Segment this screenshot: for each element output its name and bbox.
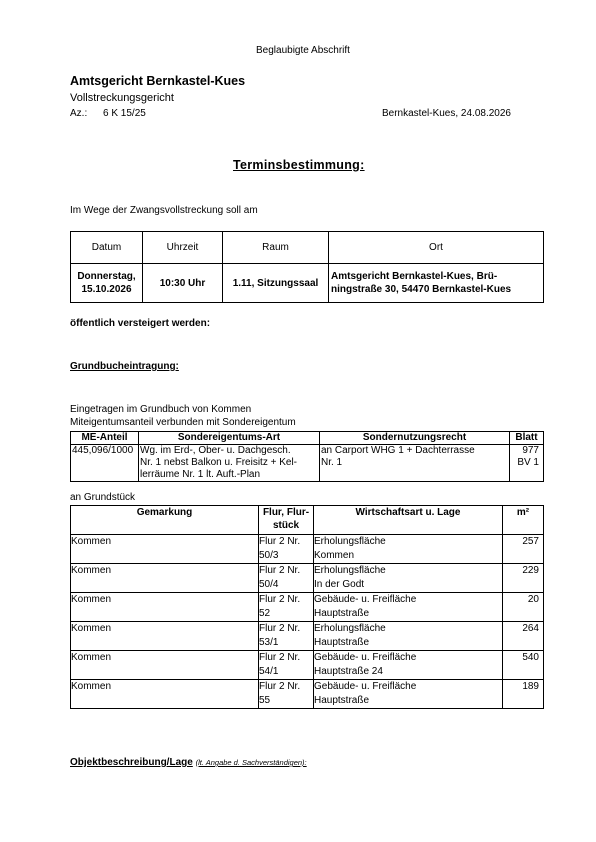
auction-text: öffentlich versteigert werden: — [70, 318, 211, 329]
gemarkung-cell: Kommen — [71, 651, 259, 680]
land-use-cell: Erholungsfläche In der Godt — [314, 564, 503, 593]
object-heading-line — [70, 757, 307, 768]
place-date: Bernkastel-Kues, 24.08.2026 — [382, 108, 511, 119]
area-cell: 540 — [503, 651, 544, 680]
flur-cell: Flur 2 Nr. 50/4 — [259, 564, 314, 593]
court-name: Amtsgericht Bernkastel-Kues — [70, 74, 246, 88]
file-number: 6 K 15/25 — [103, 108, 146, 119]
court-department: Vollstreckungsgericht — [70, 92, 174, 104]
table-row — [71, 622, 544, 651]
gemarkung-cell: Kommen — [71, 622, 259, 651]
area-cell: 20 — [503, 593, 544, 622]
file-number-label: Az.: — [70, 108, 88, 119]
flur-cell: Flur 2 Nr. 50/3 — [259, 535, 314, 564]
header-time: Uhrzeit — [143, 232, 223, 264]
flur-cell: Flur 2 Nr. 55 — [259, 680, 314, 709]
land-use-cell: Erholungsfläche Kommen — [314, 535, 503, 564]
table-row — [71, 535, 544, 564]
area-cell: 257 — [503, 535, 544, 564]
appointment-date: Donnerstag, 15.10.2026 — [71, 264, 143, 303]
registered-in: Eingetragen im Grundbuch von Kommen — [70, 404, 252, 415]
land-use-cell: Gebäude- u. Freifläche Hauptstraße — [314, 680, 503, 709]
page-title: Terminsbestimmung: — [233, 158, 365, 172]
appointment-table — [70, 231, 544, 303]
share-value: 445,096/1000 — [71, 445, 139, 482]
flur-cell: Flur 2 Nr. 53/1 — [259, 622, 314, 651]
gemarkung-cell: Kommen — [71, 593, 259, 622]
gemarkung-cell: Kommen — [71, 680, 259, 709]
table-row — [71, 593, 544, 622]
header-flur: Flur, Flur- stück — [259, 506, 314, 535]
ownership-table — [70, 431, 544, 482]
header-place: Ort — [329, 232, 544, 264]
header-ownership-type: Sondereigentums-Art — [139, 432, 320, 445]
flur-cell: Flur 2 Nr. 54/1 — [259, 651, 314, 680]
appointment-place: Amtsgericht Bernkastel-Kues, Brü- ningstraße 30, 54470 Bernkastel-Kues — [329, 264, 544, 303]
area-cell: 229 — [503, 564, 544, 593]
area-cell: 264 — [503, 622, 544, 651]
object-note: (lt. Angabe d. Sachverständigen): — [195, 758, 307, 767]
header-land-use: Wirtschaftsart u. Lage — [314, 506, 503, 535]
plot-label: an Grundstück — [70, 492, 136, 503]
flur-cell: Flur 2 Nr. 52 — [259, 593, 314, 622]
land-use-cell: Erholungsfläche Hauptstraße — [314, 622, 503, 651]
land-use-cell: Gebäude- u. Freifläche Hauptstraße 24 — [314, 651, 503, 680]
area-cell: 189 — [503, 680, 544, 709]
land-use-cell: Gebäude- u. Freifläche Hauptstraße — [314, 593, 503, 622]
header-area: m² — [503, 506, 544, 535]
gemarkung-cell: Kommen — [71, 564, 259, 593]
ownership-type: Wg. im Erd-, Ober- u. Dachgesch. Nr. 1 nebst Balkon u. Freisitz + Kel- lerräume Nr. 1 lt. Auft.-Plan — [139, 445, 320, 482]
table-row — [71, 564, 544, 593]
header-share: ME-Anteil — [71, 432, 139, 445]
co-ownership-text: Miteigentumsanteil verbunden mit Sondereigentum — [70, 417, 296, 428]
object-heading: Objektbeschreibung/Lage — [70, 757, 193, 768]
header-special-use: Sondernutzungsrecht — [320, 432, 510, 445]
header-gemarkung: Gemarkung — [71, 506, 259, 535]
sheet-value: 977 BV 1 — [510, 445, 544, 482]
land-register-heading: Grundbucheintragung: — [70, 361, 179, 372]
gemarkung-cell: Kommen — [71, 535, 259, 564]
table-row — [71, 651, 544, 680]
intro-text: Im Wege der Zwangsvollstreckung soll am — [70, 205, 258, 216]
special-use: an Carport WHG 1 + Dachterrasse Nr. 1 — [320, 445, 510, 482]
appointment-time: 10:30 Uhr — [143, 264, 223, 303]
appointment-room: 1.11, Sitzungssaal — [223, 264, 329, 303]
header-sheet: Blatt — [510, 432, 544, 445]
header-date: Datum — [71, 232, 143, 264]
certified-copy-label: Beglaubigte Abschrift — [256, 45, 350, 56]
table-row — [71, 680, 544, 709]
plot-table — [70, 505, 544, 709]
header-room: Raum — [223, 232, 329, 264]
